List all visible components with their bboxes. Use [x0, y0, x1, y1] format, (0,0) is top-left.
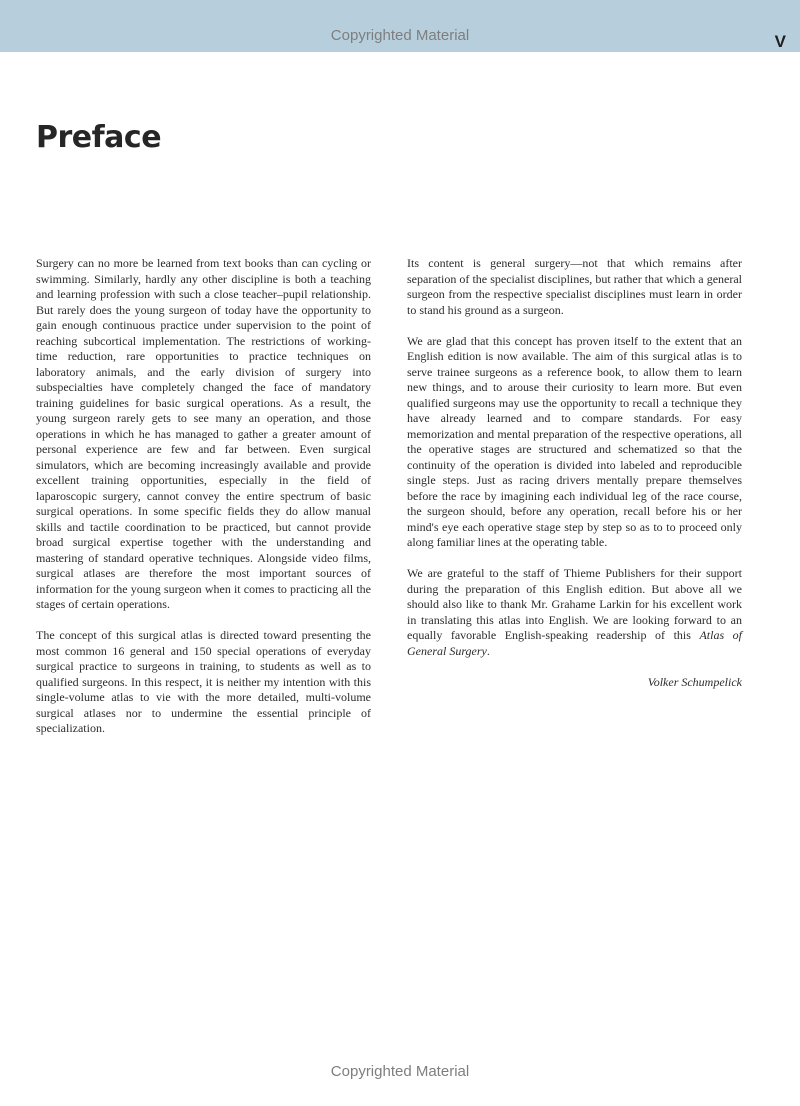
page-title: Preface [36, 120, 162, 155]
watermark-top: Copyrighted Material [330, 27, 470, 44]
paragraph-intro: Surgery can no more be learned from text books than can cycling or swimming. Similarly, hardly any other discipline is both a teaching and learning profession with such a close teacher–pupil relationship. But rarely does the young surgeon of today have the opportunity to gain enough continuous practice under supervision to the point of reaching subcortical implementation. The restrictions of working-time reduction, rare opportunities to practice techniques on laboratory animals, and the early division of surgery into subspecialties have completely changed the face of mandatory training guidelines for basic surgical operations. As a result, the young surgeon rarely gets to see many an operation, and those operations in which he has managed to gather a greater amount of personal experience are few and far between. Even surgical simulators, which are becoming increasingly available and provide excellent training opportunities, especially in the field of laparoscopic surgery, cannot convey the entire spectrum of basic surgical operations. In some specific fields they do allow manual skills and tactile coordination to be practiced, but cannot provide broad surgical expertise together with the understanding and mastering of standard operative techniques. Alongside video films, surgical atlases are therefore the most important sources of information for the young surgeon when it comes to practicing all the stages of certain operations. [36, 256, 371, 611]
paragraph-english-edition: We are glad that this concept has proven itself to the extent that an English edition is now available. The aim of this surgical atlas is to serve trainee surgeons as a reference book, to allow them to learn new things, and to arouse their curiosity to learn more. But even qualified surgeons may use the opportunity to recall a technique they have already learned and to compare standards. For easy memorization and mental preparation of the respective operations, all the operative stages are structured and schematized so that the continuity of the operation is divided into labeled and reproducible single steps. Just as racing drivers mentally prepare themselves before the race by imagining each individual leg of the race course, the surgeon should, before any operation, recall before his or her mind's eye each operative stage step by step so as to to proceed only along familiar lines at the operating table. [407, 333, 742, 549]
acknowledgements-end: . [486, 643, 490, 658]
header-band [0, 0, 800, 52]
acknowledgements-text: We are grateful to the staff of Thieme Publishers for their support during the preparation of this English edition. But above all we should also like to thank Mr. Grahame Larkin for his excellent work in translating this atlas into English. We are looking forward to an equally favorable English-speaking readership of this [407, 566, 742, 642]
watermark-bottom: Copyrighted Material [330, 1063, 470, 1080]
page-number: V [774, 32, 786, 51]
paragraph-acknowledgements [407, 566, 742, 659]
book-title: Atlas of General Surgery [407, 628, 742, 658]
left-column [36, 256, 371, 752]
author-signature: Volker Schumpelick [647, 674, 742, 689]
right-column [407, 256, 742, 706]
paragraph-concept: The concept of this surgical atlas is directed toward presenting the most common 16 general and 150 special operations of everyday surgical practice to surgeons in training, to students as well as to qualified surgeons. In this respect, it is neither my intention with this single-volume atlas to vie with the more detailed, multi-volume surgical atlases nor to undermine the essential principle of specialization. [36, 628, 371, 735]
paragraph-content: Its content is general surgery—not that which remains after separation of the specialist disciplines, but rather that which a general surgeon from the respective specialist disciplines must learn in order to stand his ground as a surgeon. [407, 256, 742, 317]
